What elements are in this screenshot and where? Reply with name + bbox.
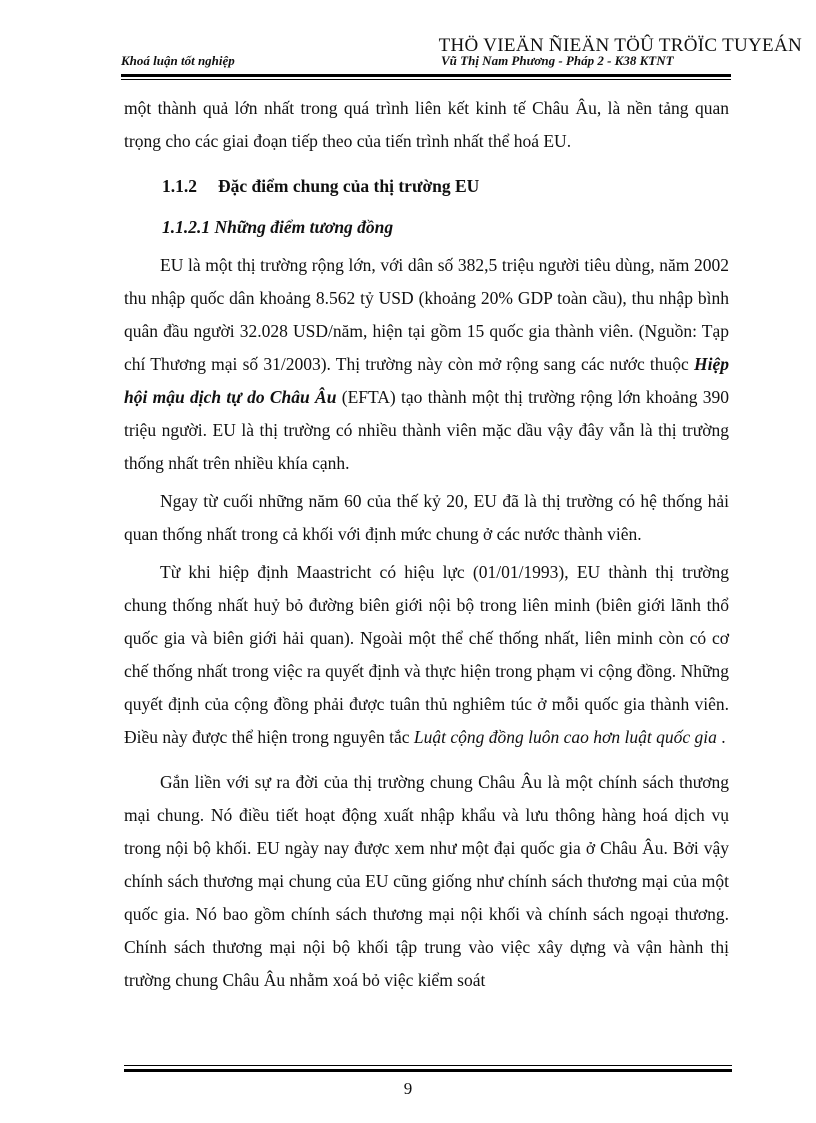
paragraph-intro: một thành quả lớn nhất trong quá trình liên kết kinh tế Châu Âu, là nền tảng quan trọng cho các giai đoạn tiếp theo của tiến trình nhất thể hoá EU. xyxy=(124,98,729,151)
header-rule-thick xyxy=(121,74,731,77)
subsection-heading: 1.1.2.1 Những điểm tương đồng xyxy=(162,217,394,237)
paragraph-text: (EFTA) tạo thành một thị trường rộng lớn khoảng 390 triệu người. EU là thị trường có nhiều thành viên mặc dầu vậy đây vẫn là thị trường thống nhất trên nhiều khía cạnh. xyxy=(124,387,729,473)
paragraph-text: EU là một thị trường rộng lớn, với dân số 382,5 triệu người tiêu dùng, năm 2002 thu nhập quốc dân khoảng 8.562 tỷ USD (khoảng 20% GDP toàn cầu), thu nhập bình quân đầu người 32.028 USD/năm, hiện tại gồm 15 quốc gia thành viên. (Nguồn: Tạp chí Thương mại số 31/2003). Thị trường này còn mở rộng sang các nước thuộc xyxy=(124,255,729,374)
emphasis-community-law: Luật cộng đồng luôn cao hơn luật quốc gia xyxy=(413,727,717,747)
paragraph-trade-policy: Gắn liền với sự ra đời của thị trường chung Châu Âu là một chính sách thương mại chung. Nó điều tiết hoạt động xuất nhập khẩu và lưu thông hàng hoá dịch vụ trong nội bộ khối. EU ngày nay được xem như một đại quốc gia ở Châu Âu. Bởi vậy chính sách thương mại chung của EU cũng giống như chính sách thương mại của một quốc gia. Nó bao gồm chính sách thương mại nội khối và chính sách ngoại thương. Chính sách thương mại nội bộ khối tập trung vào việc xây dựng và vận hành thị trường chung Châu Âu nhằm xoá bỏ việc kiểm soát xyxy=(124,772,729,990)
paragraph-maastricht xyxy=(124,556,729,754)
paragraph-text: . xyxy=(716,727,726,747)
emphasis-efta: Hiệp hội mậu dịch tự do Châu Âu xyxy=(124,354,729,407)
document-body xyxy=(124,92,729,997)
header-right-author: Vũ Thị Nam Phương - Pháp 2 - K38 KTNT xyxy=(441,53,674,68)
page-header xyxy=(121,53,731,71)
section-number: 1.1.2 xyxy=(162,176,197,196)
paragraph-customs: Ngay từ cuối những năm 60 của thế kỷ 20, EU đã là thị trường có hệ thống hải quan thống nhất trong cả khối với định mức chung ở các nước thành viên. xyxy=(124,491,729,544)
header-rule-thin xyxy=(121,79,731,80)
watermark-text: THÖ VIEÄN ÑIEÄN TÖÛ TRÖÏC TUYEÁN xyxy=(438,35,802,56)
paragraph-text: Từ khi hiệp định Maastricht có hiệu lực (01/01/1993), EU thành thị trường chung thống nhất huỷ bỏ đường biên giới nội bộ trong liên minh (biên giới lãnh thổ quốc gia và biên giới hải quan). Ngoài một thể chế thống nhất, liên minh còn có cơ chế thống nhất trong việc ra quyết định và thực hiện trong phạm vi cộng đồng. Những quyết định của cộng đồng phải được tuân thủ nghiêm túc ở mỗi quốc gia thành viên. Điều này được thể hiện trong nguyên tắc xyxy=(124,562,729,747)
header-left-title: Khoá luận tốt nghiệp xyxy=(121,53,235,68)
paragraph-market-size xyxy=(124,249,729,480)
section-heading xyxy=(124,170,729,203)
footer-rule-thick xyxy=(124,1069,732,1072)
footer-rule-thin xyxy=(124,1065,732,1066)
page-number: 9 xyxy=(403,1079,413,1098)
section-title: Đặc điểm chung của thị trường EU xyxy=(218,176,480,196)
